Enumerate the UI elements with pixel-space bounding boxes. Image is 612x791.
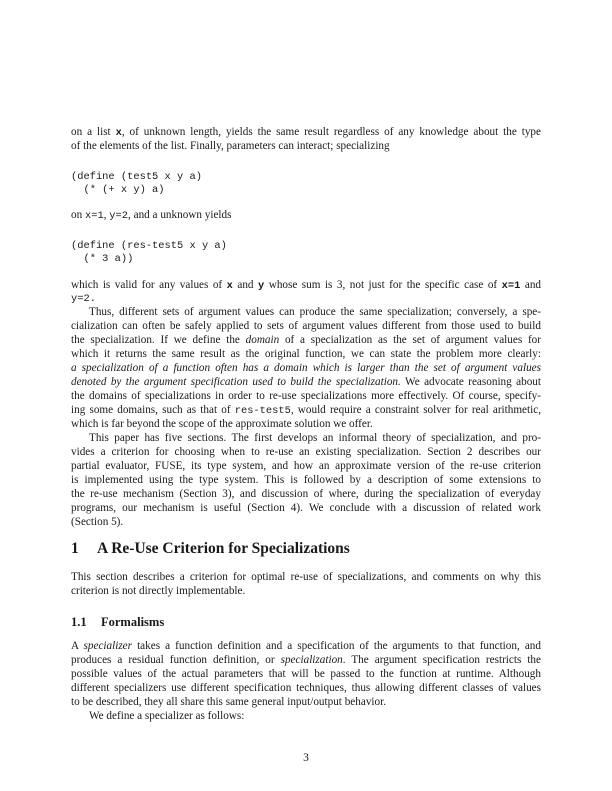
- text-line: partial evaluator, FUSE, its type system, and how an approximate version of the re-use criterion: [71, 460, 541, 472]
- section-heading: 1 A Re-Use Criterion for Specializations: [71, 540, 350, 557]
- text-line: We define a specializer as follows:: [89, 710, 245, 722]
- text-line: the specialization. If we define the domain of a specialization as the set of argument values for: [71, 334, 541, 346]
- text-line: on x=1, y=2, and a unknown yields: [71, 209, 232, 222]
- text-line: possible values of the actual parameters that will be passed to the function at runtime. Although: [71, 668, 541, 680]
- text-line: which is far beyond the scope of the approximate solution we offer.: [71, 418, 373, 430]
- code-line: (define (test5 x y a): [71, 171, 202, 183]
- text-line: a specialization of a function often has a domain which is larger than the set of argument values: [71, 362, 541, 374]
- text-line: denoted by the argument specification used to build the specialization. We advocate reasoning about: [71, 376, 542, 388]
- text-line: This paper has five sections. The first develops an informal theory of specialization, and pro-: [89, 432, 541, 444]
- text-line: programs, our mechanism is useful (Section 4). We conclude with a discussion of related work: [71, 502, 541, 514]
- text-line: y=2.: [71, 293, 96, 305]
- text-line: which is valid for any values of x and y whose sum is 3, not just for the specific case of x=1 and: [71, 279, 542, 292]
- text-line: produces a residual function definition, or specialization. The argument specification restricts the: [71, 654, 541, 666]
- code-line: (* (+ x y) a): [71, 184, 165, 196]
- text-line: is implemented using the type system. This is followed by a description of some extensions to: [71, 474, 541, 486]
- text-line: which it returns the same result as the original function, we can state the problem more clearly:: [71, 348, 541, 360]
- text-line: A specializer takes a function definition and a specification of the arguments to that function, and: [71, 640, 541, 652]
- text-line: criterion is not directly implementable.: [71, 585, 246, 597]
- code-line: (* 3 a)): [71, 253, 134, 265]
- text-line: different specializers use different specification techniques, thus allowing different classes of values: [71, 682, 541, 694]
- text-line: Thus, different sets of argument values can produce the same specialization; conversely, a spe-: [89, 306, 541, 318]
- text-line: (Section 5).: [71, 516, 124, 528]
- code-line: (define (res-test5 x y a): [71, 240, 227, 252]
- text-line: the re-use mechanism (Section 3), and discussion of where, during the specialization of everyday: [71, 488, 541, 500]
- subsection-heading: 1.1 Formalisms: [71, 615, 165, 629]
- text-line: of the elements of the list. Finally, parameters can interact; specializing: [71, 140, 390, 152]
- text-line: on a list x, of unknown length, yields the same result regardless of any knowledge about the type: [71, 126, 541, 139]
- text-line: the domains of specializations in order to re-use specializations more effectively. Of course, specify-: [71, 390, 541, 402]
- text-line: This section describes a criterion for optimal re-use of specializations, and comments on why this: [71, 571, 541, 583]
- text-line: to be described, they all share this same general input/output behavior.: [71, 696, 387, 708]
- text-line: ing some domains, such as that of res-test5, would require a constraint solver for real arithmetic,: [71, 404, 542, 417]
- page-number: 3: [303, 752, 309, 764]
- text-line: vides a criterion for choosing when to re-use an existing specialization. Section 2 describes our: [71, 446, 541, 458]
- text-line: cialization can often be safely applied to sets of argument values different from those used to build: [71, 320, 541, 332]
